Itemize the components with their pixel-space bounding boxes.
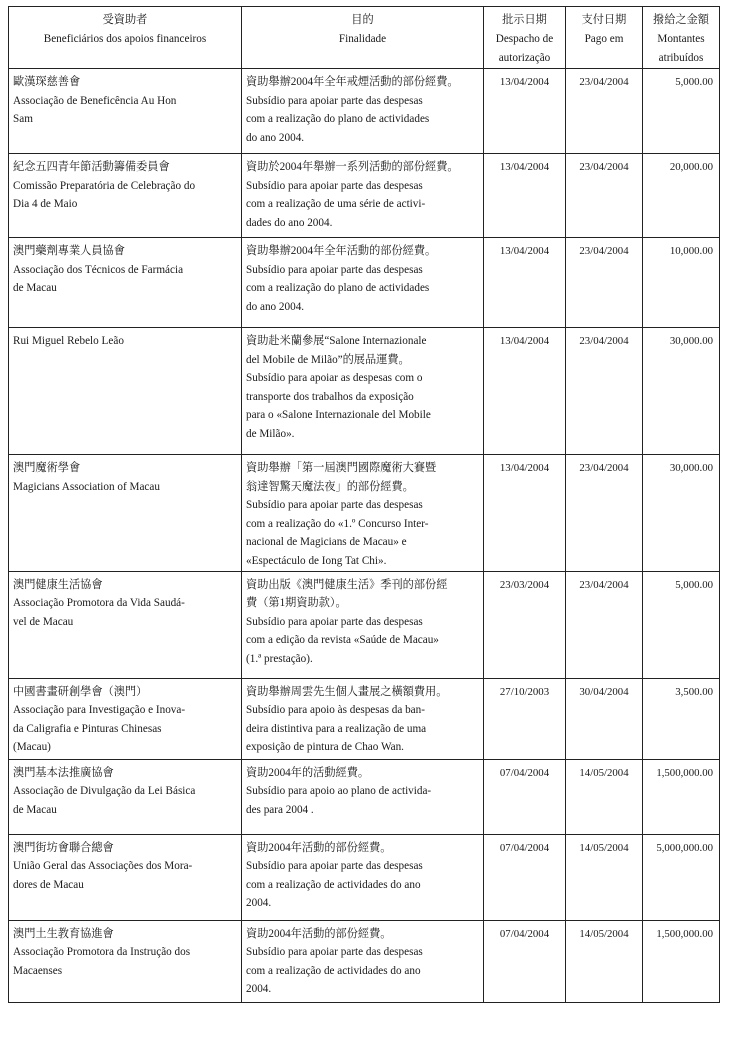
beneficiary-cell: 澳門街坊會聯合總會 União Geral das Associações dos Mora- dores de Macau xyxy=(9,834,242,920)
paid-date-cell: 23/04/2004 xyxy=(566,571,643,678)
purpose-cell: 資助舉辦「第一屆澳門國際魔術大賽暨 翁達智驚天魔法夜」的部份經費。 Subsídio para apoiar parte das despesas com a realização do «1.º Concurso Inter- nacional de Magicians de Macau» e «Espectáculo de Iong Tat Chi». xyxy=(242,455,484,572)
amount-cell: 30,000.00 xyxy=(643,455,720,572)
dispatch-date-cell: 13/04/2004 xyxy=(484,455,566,572)
table-row xyxy=(9,834,720,920)
table-row xyxy=(9,328,720,455)
amount-cell: 20,000.00 xyxy=(643,154,720,238)
beneficiary-cell: 中國書畫研創學會（澳門） Associação para Investigação e Inova- da Caligrafia e Pinturas Chinesas (Macau) xyxy=(9,678,242,759)
paid-date-cell: 23/04/2004 xyxy=(566,154,643,238)
dispatch-date-cell: 13/04/2004 xyxy=(484,328,566,455)
header-paid-date: 支付日期 Pago em xyxy=(566,7,643,69)
dispatch-date-cell: 07/04/2004 xyxy=(484,920,566,1002)
dispatch-date-cell: 13/04/2004 xyxy=(484,238,566,328)
table-row xyxy=(9,238,720,328)
table-row xyxy=(9,455,720,572)
amount-cell: 1,500,000.00 xyxy=(643,759,720,834)
paid-date-cell: 14/05/2004 xyxy=(566,834,643,920)
subsidy-table xyxy=(8,6,720,1003)
table-row xyxy=(9,154,720,238)
amount-cell: 1,500,000.00 xyxy=(643,920,720,1002)
paid-date-cell: 14/05/2004 xyxy=(566,759,643,834)
purpose-cell: 資助2004年的活動經費。 Subsídio para apoio ao plano de activida- des para 2004 . xyxy=(242,759,484,834)
amount-cell: 3,500.00 xyxy=(643,678,720,759)
header-dispatch-date: 批示日期 Despacho de autorização xyxy=(484,7,566,69)
table-row xyxy=(9,69,720,154)
beneficiary-cell: 澳門魔術學會 Magicians Association of Macau xyxy=(9,455,242,572)
header-amount: 撥給之金額 Montantes atribuídos xyxy=(643,7,720,69)
purpose-cell: 資助赴米蘭參展“Salone Internazionale del Mobile de Milão”的展品運費。 Subsídio para apoiar as despesas com o transporte dos trabalhos da exposição para o «Salone Internazionale del Mobile de Milão». xyxy=(242,328,484,455)
paid-date-cell: 23/04/2004 xyxy=(566,69,643,154)
paid-date-cell: 23/04/2004 xyxy=(566,455,643,572)
paid-date-cell: 23/04/2004 xyxy=(566,238,643,328)
purpose-cell: 資助舉辦2004年全年戒煙活動的部份經費。 Subsídio para apoiar parte das despesas com a realização do plano de actividades do ano 2004. xyxy=(242,69,484,154)
amount-cell: 5,000,000.00 xyxy=(643,834,720,920)
amount-cell: 10,000.00 xyxy=(643,238,720,328)
beneficiary-cell: 澳門藥劑專業人員協會 Associação dos Técnicos de Farmácia de Macau xyxy=(9,238,242,328)
amount-cell: 30,000.00 xyxy=(643,328,720,455)
dispatch-date-cell: 27/10/2003 xyxy=(484,678,566,759)
beneficiary-cell: 歐漢琛慈善會 Associação de Beneficência Au Hon Sam xyxy=(9,69,242,154)
purpose-cell: 資助舉辦2004年全年活動的部份經費。 Subsídio para apoiar parte das despesas com a realização do plano de actividades do ano 2004. xyxy=(242,238,484,328)
purpose-cell: 資助出版《澳門健康生活》季刊的部份經 費（第1期資助款）。 Subsídio para apoiar parte das despesas com a edição da revista «Saúde de Macau» (1.ª prestação). xyxy=(242,571,484,678)
dispatch-date-cell: 13/04/2004 xyxy=(484,154,566,238)
purpose-cell: 資助2004年活動的部份經費。 Subsídio para apoiar parte das despesas com a realização de actividades do ano 2004. xyxy=(242,834,484,920)
paid-date-cell: 14/05/2004 xyxy=(566,920,643,1002)
dispatch-date-cell: 07/04/2004 xyxy=(484,834,566,920)
dispatch-date-cell: 23/03/2004 xyxy=(484,571,566,678)
header-beneficiary: 受資助者 Beneficiários dos apoios financeiros xyxy=(9,7,242,69)
beneficiary-cell: 澳門基本法推廣協會 Associação de Divulgação da Lei Básica de Macau xyxy=(9,759,242,834)
dispatch-date-cell: 13/04/2004 xyxy=(484,69,566,154)
table-row xyxy=(9,759,720,834)
beneficiary-cell: 澳門健康生活協會 Associação Promotora da Vida Saudá- vel de Macau xyxy=(9,571,242,678)
table-row xyxy=(9,678,720,759)
purpose-cell: 資助2004年活動的部份經費。 Subsídio para apoiar parte das despesas com a realização de actividades do ano 2004. xyxy=(242,920,484,1002)
beneficiary-cell: Rui Miguel Rebelo Leão xyxy=(9,328,242,455)
paid-date-cell: 30/04/2004 xyxy=(566,678,643,759)
beneficiary-cell: 澳門土生教育協進會 Associação Promotora da Instrução dos Macaenses xyxy=(9,920,242,1002)
table-row xyxy=(9,920,720,1002)
purpose-cell: 資助舉辦周雲先生個人畫展之橫額費用。 Subsídio para apoio às despesas da ban- deira distintiva para a realização de uma exposição de pintura de Chao Wan. xyxy=(242,678,484,759)
paid-date-cell: 23/04/2004 xyxy=(566,328,643,455)
header-purpose: 目的 Finalidade xyxy=(242,7,484,69)
dispatch-date-cell: 07/04/2004 xyxy=(484,759,566,834)
table-row xyxy=(9,571,720,678)
purpose-cell: 資助於2004年舉辦一系列活動的部份經費。 Subsídio para apoiar parte das despesas com a realização de uma série de activi- dades do ano 2004. xyxy=(242,154,484,238)
amount-cell: 5,000.00 xyxy=(643,571,720,678)
beneficiary-cell: 紀念五四青年節活動籌備委員會 Comissão Preparatória de Celebração do Dia 4 de Maio xyxy=(9,154,242,238)
amount-cell: 5,000.00 xyxy=(643,69,720,154)
